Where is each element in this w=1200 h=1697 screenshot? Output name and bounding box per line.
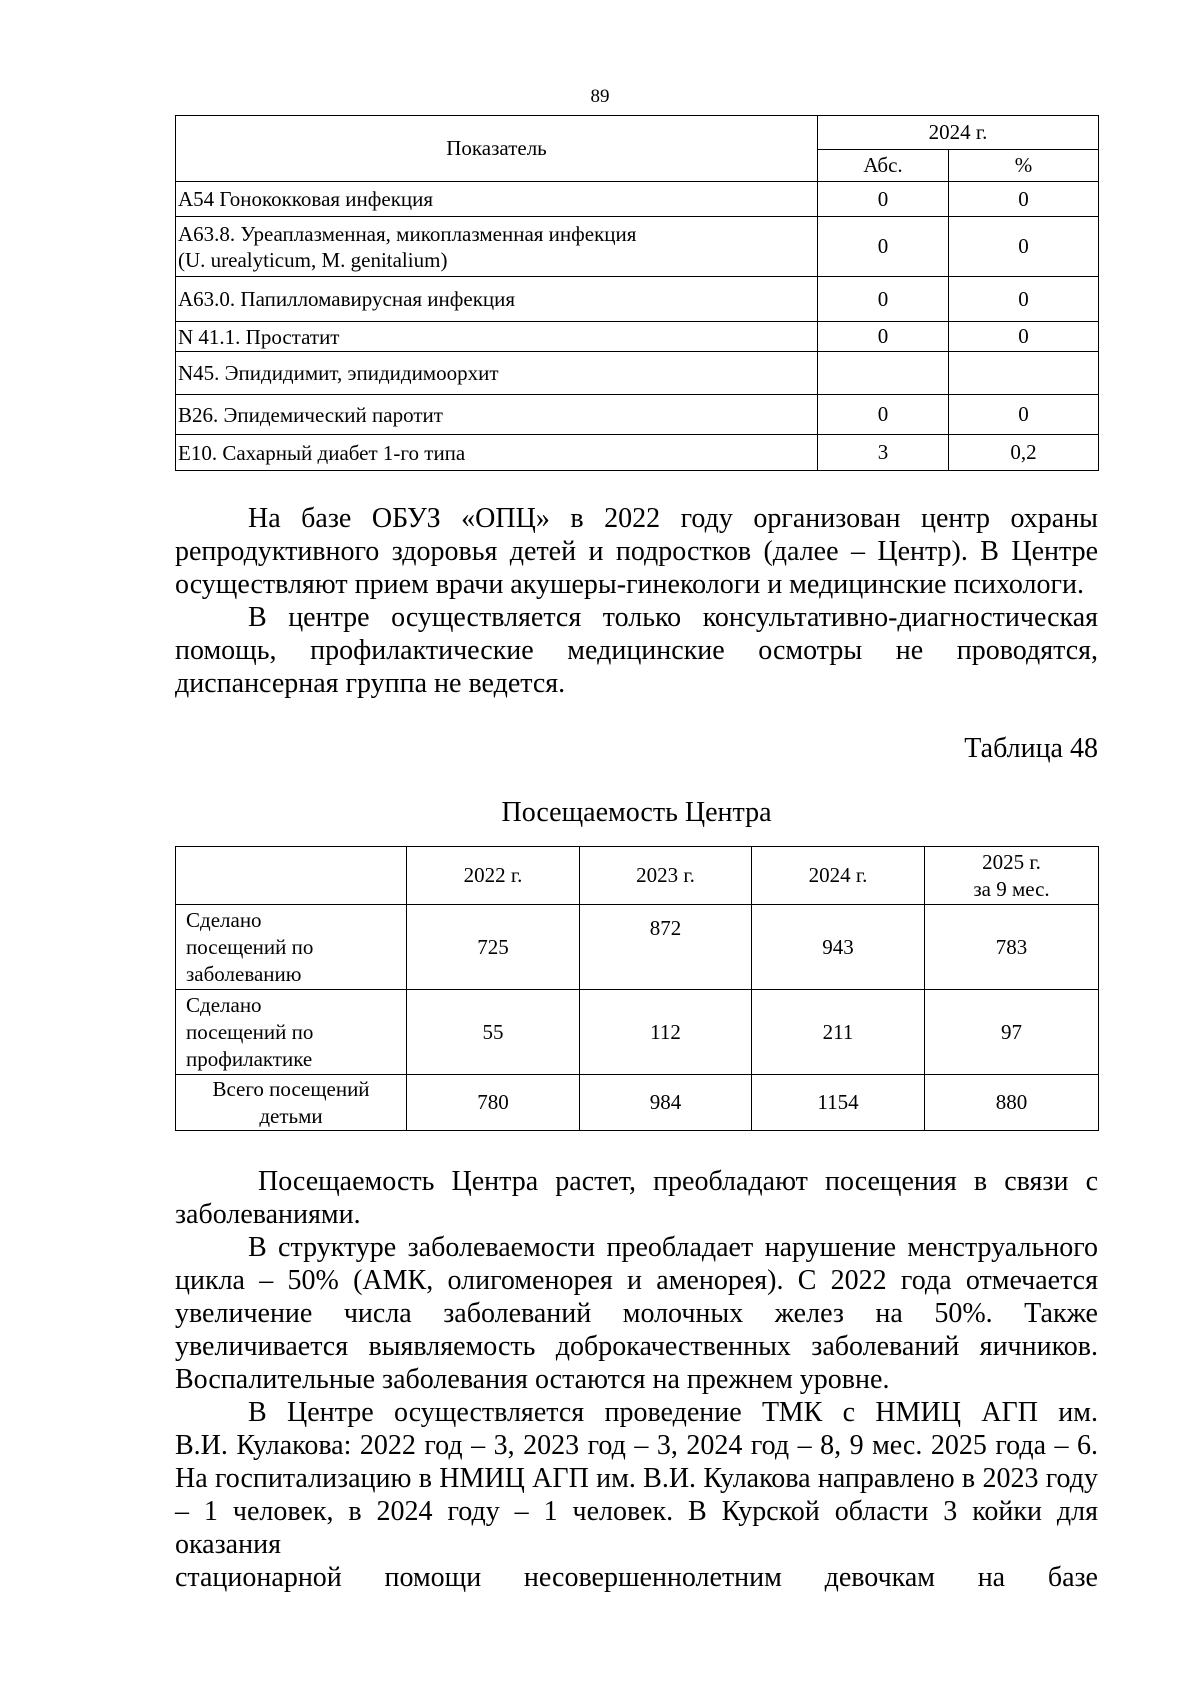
- paragraph: В центре осуществляется только консультативно-диагностическая: [248, 602, 1098, 633]
- body-text-1: На базе ОБУЗ «ОПЦ» в 2022 году организован центр охраны репродуктивного здоровья детей и подростков (далее – Центр). В Центре осуществляют прием врачи акушеры-гинекологи и медицинские психологи. В центре осуществляется только консультативно-диагностическая помощь, профилактические медицинские осмотры не проводятся, диспансерная группа не ведется.: [175, 503, 1098, 699]
- table-row: А63.0. Папилломавирусная инфекция 0 0: [176, 277, 1099, 322]
- page-number: 89: [590, 86, 610, 107]
- header-2023: 2023 г.: [580, 847, 752, 905]
- table-title: Посещаемость Центра: [501, 797, 772, 828]
- table-row: N45. Эпидидимит, эпидидимоорхит: [176, 352, 1099, 395]
- header-2022: 2022 г.: [407, 847, 580, 905]
- table-row: Сделано посещений по профилактике 55 112 211 97: [176, 990, 1099, 1075]
- header-year: 2024 г.: [818, 116, 1099, 150]
- table-row: N 41.1. Простатит 0 0: [176, 322, 1099, 352]
- paragraph: В структуре заболеваемости преобладает нарушение менструального: [248, 1232, 1098, 1263]
- body-text-2: Посещаемость Центра растет, преобладают посещения в связи с заболеваниями. В структуре заболеваемости преобладает нарушение менструального цикла – 50% (АМК, олигоменорея и аменорея). С 2022 года отмечается увеличение числа заболеваний молочных желез на 50%. Также увеличивается выявляемость доброкачественных заболеваний яичников. Воспалительные заболевания остаются на прежнем уровне. В Центре осуществляется проведение ТМК с НМИЦ АГП им. В.И. Кулакова: 2022 год – 3, 2023 год – 3, 2024 год – 8, 9 мес. 2025 года – 6. На госпитализацию в НМИЦ АГП им. В.И. Кулакова направлено в 2023 году – 1 человек, в 2024 году – 1 человек. В Курской области 3 койки для оказания стационарной помощи несовершеннолетним девочкам на базе: [175, 1166, 1098, 1593]
- header-empty: [176, 847, 407, 905]
- table-number: Таблица 48: [964, 733, 1098, 764]
- header-abs: Абс.: [818, 150, 949, 182]
- table-row: Е10. Сахарный диабет 1-го типа 3 0,2: [176, 435, 1099, 471]
- attendance-table: [175, 846, 1099, 1131]
- header-2025: 2025 г. за 9 мес.: [925, 847, 1099, 905]
- table-row: Сделано посещений по заболеванию 725 872 943 783: [176, 905, 1099, 990]
- diseases-table: [175, 115, 1099, 471]
- header-indicator: Показатель: [176, 116, 818, 182]
- table-row: А54 Гонококковая инфекция 0 0: [176, 182, 1099, 217]
- table-row: В26. Эпидемический паротит 0 0: [176, 395, 1099, 435]
- paragraph: В Центре осуществляется проведение ТМК с НМИЦ АГП им.: [248, 1397, 1098, 1428]
- table-row: Всего посещений детьми 780 984 1154 880: [176, 1075, 1099, 1131]
- table-row: А63.8. Уреаплазменная, микоплазменная инфекция (U. urealyticum, M. genitalium) 0 0: [176, 217, 1099, 277]
- paragraph: Посещаемость Центра растет, преобладают посещения в связи с: [258, 1166, 1098, 1197]
- header-pct: %: [949, 150, 1099, 182]
- header-2024: 2024 г.: [752, 847, 925, 905]
- paragraph: На базе ОБУЗ «ОПЦ» в 2022 году организован центр охраны: [248, 503, 1098, 534]
